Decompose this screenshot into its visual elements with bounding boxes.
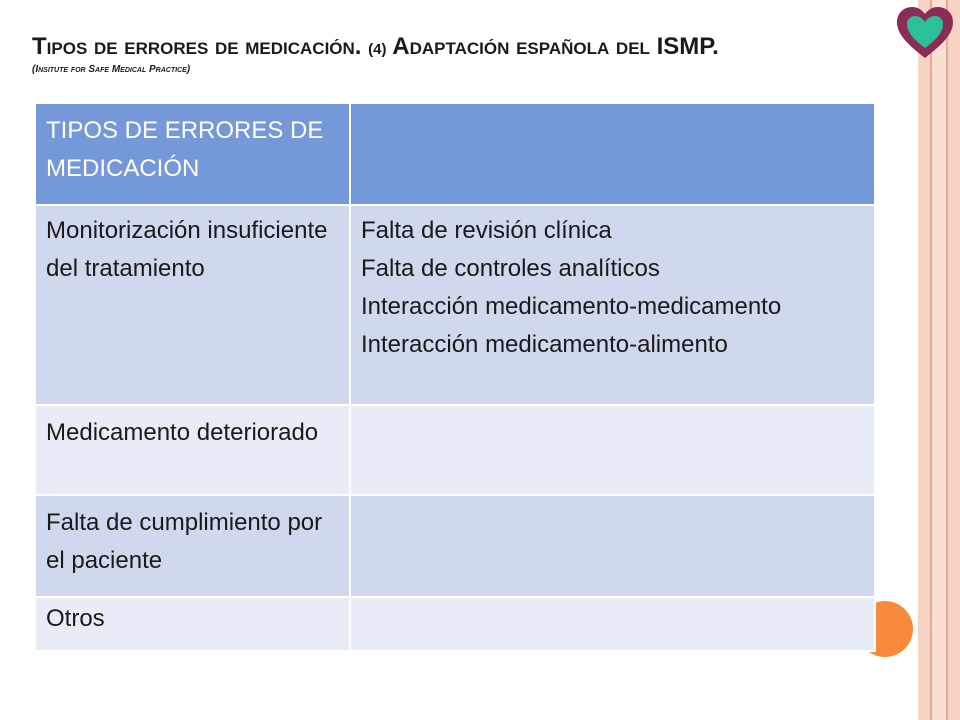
slide-subtitle: (Insitute for Safe Medical Practice)	[32, 64, 191, 75]
title-rest: Adaptación española del ISMP.	[392, 33, 719, 60]
slide-title	[32, 32, 912, 65]
table-row	[35, 597, 875, 651]
error-type-cell: Monitorización insuficiente del tratamiento	[35, 205, 350, 405]
title-main: Tipos de errores de medicación.	[32, 33, 362, 60]
table-header-row	[35, 103, 875, 205]
error-detail-cell	[350, 405, 875, 495]
decor-stripe	[918, 0, 930, 720]
table-row	[35, 495, 875, 597]
error-type-cell: Medicamento deteriorado	[35, 405, 350, 495]
table-row	[35, 405, 875, 495]
detail-item: Interacción medicamento-medicamento	[361, 293, 782, 320]
table-row	[35, 205, 875, 405]
title-reference: (4)	[368, 41, 387, 58]
error-type-cell: Falta de cumplimiento por el paciente	[35, 495, 350, 597]
error-type-cell: Otros	[35, 597, 350, 651]
decor-stripe	[948, 0, 960, 720]
detail-item: Interacción medicamento-alimento	[361, 331, 728, 358]
error-detail-cell	[350, 495, 875, 597]
detail-item: Falta de controles analíticos	[361, 255, 660, 282]
decor-stripe	[932, 0, 946, 720]
error-types-table	[34, 102, 876, 652]
error-detail-cell	[350, 205, 875, 405]
table-header-cell	[350, 103, 875, 205]
error-detail-cell	[350, 597, 875, 651]
detail-item: Falta de revisión clínica	[361, 217, 612, 244]
table-header-cell: TIPOS DE ERRORES DE MEDICACIÓN	[35, 103, 350, 205]
